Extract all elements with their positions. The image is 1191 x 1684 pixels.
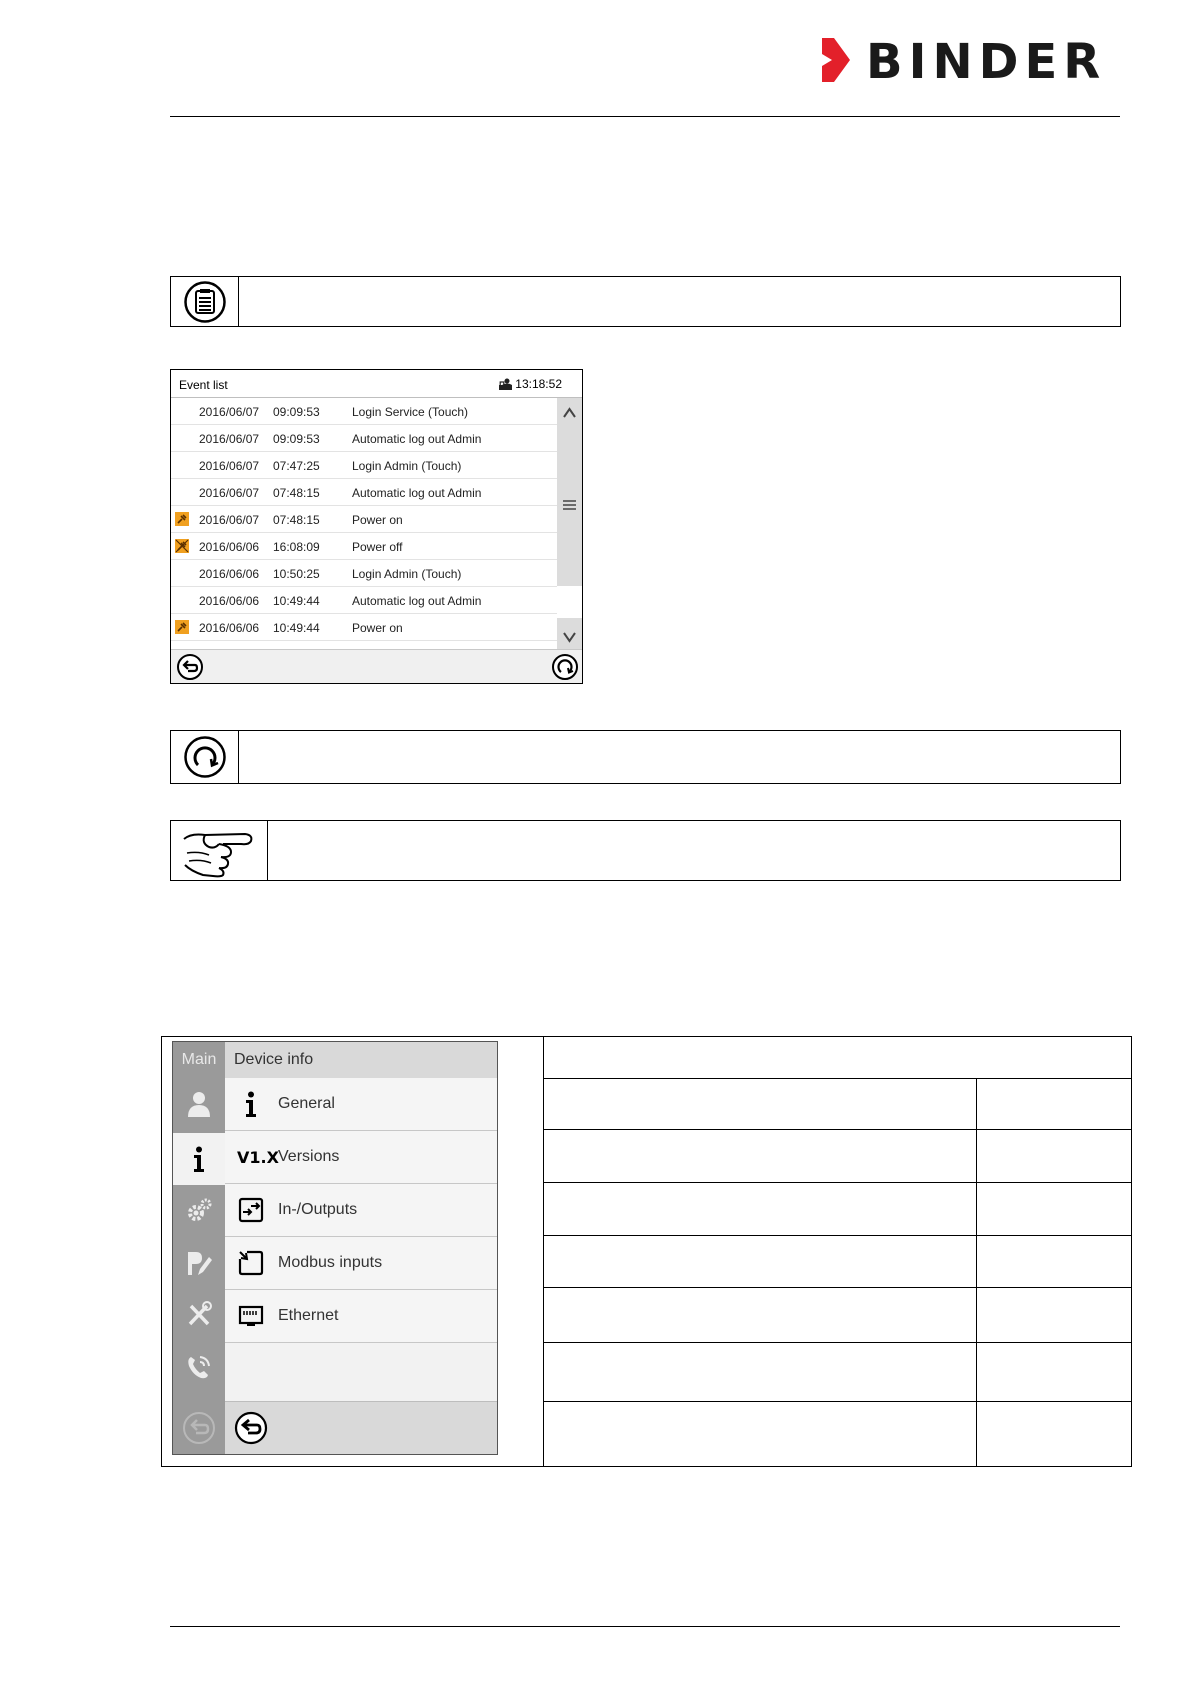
event-message: Power on: [352, 513, 403, 527]
refresh-icon[interactable]: [551, 653, 579, 681]
event-row: [171, 506, 557, 533]
note-icon-cell: [171, 277, 239, 326]
event-date: 2016/06/06: [199, 594, 260, 608]
event-date: 2016/06/07: [199, 486, 260, 500]
info-icon: [192, 1146, 206, 1172]
scroll-up-icon[interactable]: [557, 402, 582, 424]
scroll-thumb[interactable]: [557, 586, 582, 618]
clock: [499, 377, 562, 391]
event-time: 09:09:53: [273, 432, 320, 446]
header-rule: [170, 116, 1120, 117]
event-row: [171, 479, 557, 506]
table-row-line: [543, 1401, 1131, 1402]
sidebar-item-settings[interactable]: [173, 1185, 225, 1237]
back-icon: [182, 1411, 216, 1445]
back-icon[interactable]: [233, 1410, 269, 1446]
user-icon: [186, 1090, 212, 1118]
versions-icon: [237, 1147, 279, 1167]
table-row-line: [543, 1182, 1131, 1183]
menu-item-label: General: [278, 1095, 335, 1112]
menu-item-in-outputs[interactable]: [225, 1184, 497, 1237]
sidebar-item-device-info[interactable]: [173, 1133, 225, 1185]
back-icon[interactable]: [176, 653, 204, 681]
power-off-icon: [175, 539, 189, 553]
clock-time: 13:18:52: [515, 377, 562, 391]
event-message: Automatic log out Admin: [352, 486, 482, 500]
event-date: 2016/06/07: [199, 513, 260, 527]
event-message: Automatic log out Admin: [352, 594, 482, 608]
device-info-footer: [225, 1401, 497, 1454]
event-time: 07:48:15: [273, 486, 320, 500]
device-info-screen: [172, 1041, 498, 1455]
event-date: 2016/06/07: [199, 432, 260, 446]
device-info-title: Device info: [225, 1042, 497, 1079]
note-icon-cell: [171, 731, 239, 783]
brand-logo: [820, 34, 1120, 90]
brand-name: BINDER: [866, 34, 1107, 90]
event-list-footer: [171, 649, 582, 683]
note-box-event-list: [170, 276, 1121, 327]
svg-text:V1.X: V1.X: [237, 1148, 279, 1167]
settings-icon: [185, 1197, 213, 1225]
program-edit-icon: [185, 1249, 213, 1277]
modbus-inputs-icon: [238, 1250, 264, 1276]
menu-item-label: In-/Outputs: [278, 1201, 358, 1218]
sidebar-back-disabled: [173, 1402, 225, 1454]
ethernet-icon: [238, 1305, 264, 1327]
menu-item-label: Ethernet: [278, 1307, 339, 1324]
sidebar-item-service[interactable]: [173, 1289, 225, 1341]
event-row: [171, 587, 557, 614]
user-lock-icon: [499, 378, 512, 391]
sidebar-item-program[interactable]: [173, 1237, 225, 1289]
clipboard-icon: [183, 280, 227, 324]
menu-icon: [557, 497, 582, 513]
table-row-line: [543, 1287, 1131, 1288]
service-phone-icon: [185, 1353, 213, 1381]
event-row: [171, 533, 557, 560]
event-date: 2016/06/07: [199, 459, 260, 473]
event-list-title: Event list: [179, 378, 228, 392]
sidebar-item-user[interactable]: [173, 1078, 225, 1130]
event-time: 16:08:09: [273, 540, 320, 554]
event-message: Login Service (Touch): [352, 405, 469, 419]
pointing-hand-icon: [179, 825, 259, 877]
event-date: 2016/06/06: [199, 621, 260, 635]
menu-item-label: Versions: [278, 1148, 340, 1165]
menu-item-general[interactable]: [225, 1078, 497, 1131]
event-date: 2016/06/07: [199, 405, 260, 419]
event-message: Power on: [352, 621, 403, 635]
refresh-icon: [183, 735, 227, 779]
scrollbar[interactable]: [557, 398, 582, 652]
event-time: 07:48:15: [273, 513, 320, 527]
info-icon: [244, 1091, 258, 1117]
event-time: 09:09:53: [273, 405, 320, 419]
note-icon-cell: [171, 821, 268, 880]
event-time: 10:49:44: [273, 621, 320, 635]
event-row: [171, 398, 557, 425]
note-box-hint: [170, 820, 1121, 881]
sidebar-title: Main: [181, 1051, 217, 1068]
event-message: Power off: [352, 540, 403, 554]
table-row-line: [543, 1235, 1131, 1236]
event-time: 10:49:44: [273, 594, 320, 608]
menu-item-label: Modbus inputs: [278, 1254, 383, 1271]
note-box-refresh: [170, 730, 1121, 784]
event-row: [171, 425, 557, 452]
event-message: Automatic log out Admin: [352, 432, 482, 446]
power-on-icon: [175, 620, 189, 634]
brand-logo-icon: [820, 38, 852, 84]
event-date: 2016/06/06: [199, 540, 260, 554]
event-date: 2016/06/06: [199, 567, 260, 581]
sidebar-item-contact[interactable]: [173, 1341, 225, 1393]
scroll-down-icon[interactable]: [557, 626, 582, 648]
event-time: 07:47:25: [273, 459, 320, 473]
event-message: Login Admin (Touch): [352, 459, 462, 473]
menu-item-ethernet[interactable]: [225, 1290, 497, 1343]
menu-item-versions[interactable]: [225, 1131, 497, 1184]
event-row: [171, 560, 557, 587]
table-row-line: [543, 1129, 1131, 1130]
footer-rule: [170, 1626, 1120, 1627]
power-on-icon: [175, 512, 189, 526]
event-message: Login Admin (Touch): [352, 567, 462, 581]
event-row: [171, 614, 557, 641]
event-list-rows: [171, 398, 557, 652]
main-sidebar: [173, 1042, 225, 1454]
tools-icon: [185, 1301, 213, 1329]
table-divider: [976, 1078, 977, 1466]
in-outputs-icon: [238, 1197, 264, 1223]
event-list-screen: [170, 369, 583, 684]
menu-item-modbus-inputs[interactable]: [225, 1237, 497, 1290]
event-row: [171, 452, 557, 479]
table-row-line: [543, 1342, 1131, 1343]
table-row-line: [543, 1078, 1131, 1079]
event-time: 10:50:25: [273, 567, 320, 581]
